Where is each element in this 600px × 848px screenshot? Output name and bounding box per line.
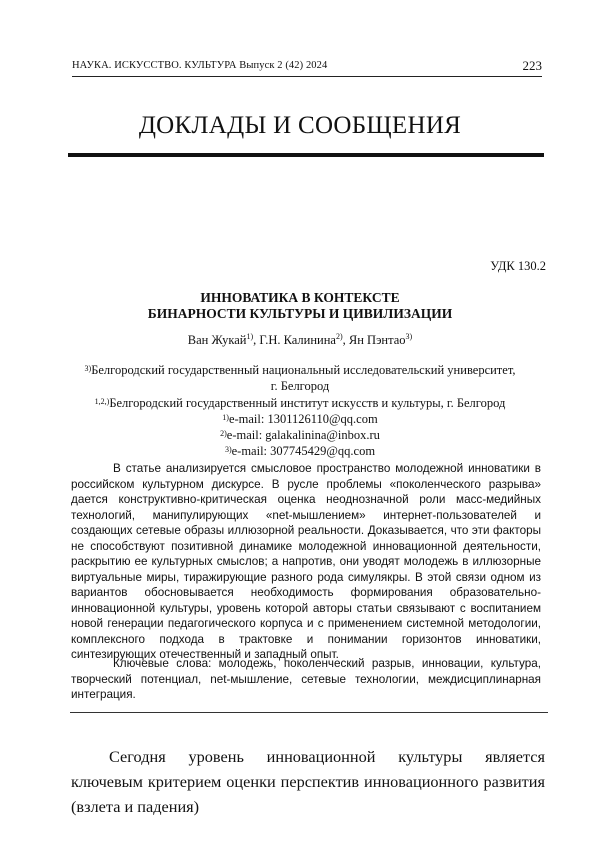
article-title-line: ИННОВАТИКА В КОНТЕКСТЕ [0, 290, 600, 306]
email-line: 1)e-mail: 1301126110@qq.com [0, 411, 600, 427]
article-title-line: БИНАРНОСТИ КУЛЬТУРЫ И ЦИВИЛИЗАЦИИ [0, 306, 600, 322]
email-line: 2)e-mail: galakalinina@inbox.ru [0, 427, 600, 443]
author-mark: 2) [336, 332, 343, 341]
author-mark: 1) [246, 332, 253, 341]
affiliations [0, 362, 600, 460]
affiliation-line: 3)Белгородский государственный национальный исследовательский университет, [0, 362, 600, 378]
keywords: Ключевые слова: молодежь, поколенческий разрыв, инновации, культура, творческий потенциал, net-мышление, сетевые технологии, междисциплинарная интеграция. [71, 656, 541, 703]
body-paragraph: Сегодня уровень инновационной культуры является ключевым критерием оценки перспектив инновационного развития (взлета и падения) [71, 744, 545, 819]
authors-line: Ван Жукай1), Г.Н. Калинина2), Ян Пэнтао3) [0, 333, 600, 348]
section-rule [68, 153, 544, 157]
affiliation-line: 1,2,)Белгородский государственный институт искусств и культуры, г. Белгород [0, 395, 600, 411]
article-title [0, 290, 600, 322]
author-name: Г.Н. Калинина [259, 333, 336, 347]
author-name: Ян Пэнтао [349, 333, 406, 347]
abstract: В статье анализируется смысловое пространство молодежной инноватики в российском культурном дискурсе. В русле проблемы «поколенческого разрыва» дается конструктивно-критическая оценка неоднозначной роли масс-медийных технологий, манипулирующих «net-мышлением» интернет-пользователей и создающих сетевые образы иллюзорной реальности. Доказывается, что эти факторы не способствуют позитивной динамике молодежной инновационной деятельности, раскрытию ее культурных смыслов; а напротив, они уводят молодежь в иллюзорные виртуальные миры, тиражирующие разного рода симулякры. В этой связи одном из вариантов обосновывается необходимость формирования образовательно-инновационной культуры, уровень которой авторы статьи связывают с воспитанием новой генерации педагогического корпуса и с применением системной методологии, комплексного подхода в трактовке и понимании горизонтов инноватики, синтезирующих отечественный и западный опыт. [71, 461, 541, 663]
body-rule [70, 712, 548, 713]
email-line: 3)e-mail: 307745429@qq.com [0, 443, 600, 459]
author-mark: 3) [406, 332, 413, 341]
running-head: НАУКА. ИСКУССТВО. КУЛЬТУРА Выпуск 2 (42) 2024 [72, 60, 327, 71]
page-number: 223 [523, 58, 543, 74]
udk-code: УДК 130.2 [490, 259, 546, 274]
section-title: ДОКЛАДЫ И СООБЩЕНИЯ [0, 112, 600, 140]
affiliation-line: г. Белгород [0, 378, 600, 394]
header-rule [72, 76, 542, 77]
author-name: Ван Жукай [188, 333, 247, 347]
